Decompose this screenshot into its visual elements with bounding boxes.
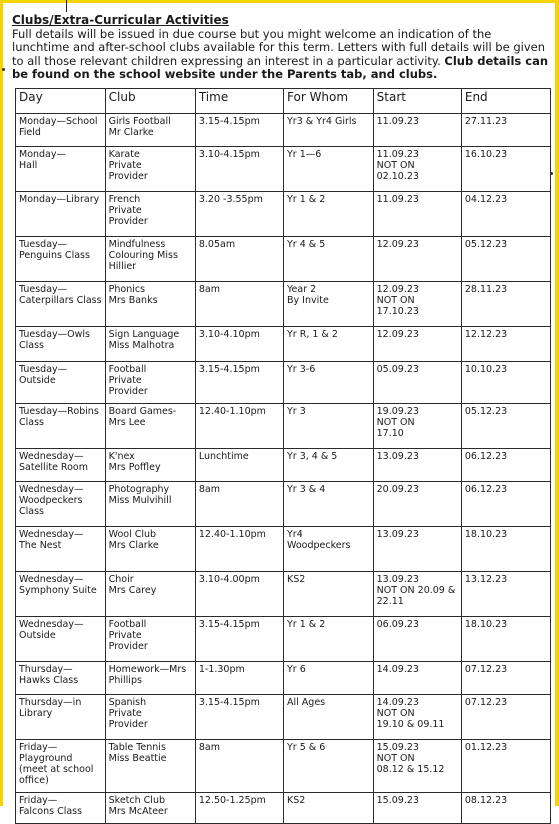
cell-text: 13.12.23: [464, 574, 508, 585]
cell-start: [373, 695, 461, 740]
cell-text: Sign Language: [108, 329, 180, 340]
cell-text: Private: [108, 205, 142, 216]
cell-end: [461, 793, 550, 824]
cell-time: [195, 572, 283, 617]
cell-who: [284, 740, 374, 793]
cell-who: [284, 572, 374, 617]
cell-text: Phillips: [108, 675, 142, 686]
cell-text: 3.15-4.15pm: [198, 364, 260, 375]
cell-time: [195, 147, 283, 192]
cell-text: 22.11: [376, 596, 404, 607]
cell-text: 3.15-4.15pm: [198, 619, 260, 630]
cell-day: [16, 695, 106, 740]
cell-text: Football: [108, 364, 147, 375]
cell-day: [16, 327, 106, 362]
cell-text: Wednesday—: [19, 574, 84, 585]
cell-text: Mrs McAteer: [108, 806, 168, 817]
cell-club: [105, 662, 195, 695]
cell-text: 16.10.23: [464, 149, 508, 160]
cell-text: NOT ON 20.09 &: [376, 585, 456, 596]
cell-text: Provider: [108, 719, 148, 730]
scan-mark: [66, 0, 67, 12]
cell-end: [461, 695, 550, 740]
cell-time: [195, 662, 283, 695]
cell-text: 19.10 & 09.11: [376, 719, 445, 730]
cell-text: Miss Mulvihill: [108, 495, 172, 506]
cell-text: 07.12.23: [464, 664, 508, 675]
cell-text: Provider: [108, 641, 148, 652]
table-row: [16, 404, 551, 449]
cell-club: [105, 114, 195, 147]
cell-text: Library: [19, 708, 53, 719]
cell-text: 11.09.23: [376, 149, 419, 160]
cell-text: Provider: [108, 386, 148, 397]
page-title: Clubs/Extra-Curricular Activities: [12, 13, 229, 27]
cell-text: NOT ON: [376, 295, 415, 306]
cell-text: Symphony Suite: [19, 585, 97, 596]
cell-club: [105, 404, 195, 449]
cell-day: [16, 572, 106, 617]
header-club: Club: [105, 89, 195, 114]
cell-text: Playground: [19, 753, 73, 764]
cell-start: [373, 192, 461, 237]
cell-text: Provider: [108, 171, 148, 182]
cell-end: [461, 482, 550, 527]
cell-text: K'nex: [108, 451, 135, 462]
cell-who: [284, 404, 374, 449]
cell-text: Lunchtime: [198, 451, 249, 462]
cell-text: 14.09.23: [376, 664, 419, 675]
cell-text: 1-1.30pm: [198, 664, 245, 675]
cell-text: 04.12.23: [464, 194, 508, 205]
cell-club: [105, 449, 195, 482]
cell-text: Yr 3: [287, 406, 306, 417]
cell-text: Tuesday—Robins: [19, 406, 99, 417]
cell-text: Outside: [19, 375, 56, 386]
cell-start: [373, 282, 461, 327]
cell-text: Girls Football: [108, 116, 171, 127]
cell-text: 3.20 -3.55pm: [198, 194, 263, 205]
cell-text: Mindfulness: [108, 239, 166, 250]
cell-text: Karate: [108, 149, 140, 160]
cell-text: By Invite: [287, 295, 329, 306]
cell-day: [16, 740, 106, 793]
cell-text: 12.40-1.10pm: [198, 529, 266, 540]
cell-text: Yr 3, 4 & 5: [287, 451, 338, 462]
cell-time: [195, 404, 283, 449]
cell-text: Caterpillars Class: [19, 295, 102, 306]
cell-text: Mrs Poffley: [108, 462, 161, 473]
cell-text: Penguins Class: [19, 250, 90, 261]
cell-club: [105, 527, 195, 572]
cell-time: [195, 192, 283, 237]
cell-text: 06.09.23: [376, 619, 419, 630]
cell-text: Sketch Club: [108, 795, 165, 806]
cell-text: Table Tennis: [108, 742, 166, 753]
cell-text: (meet at school: [19, 764, 94, 775]
header-time: Time: [195, 89, 283, 114]
cell-day: [16, 114, 106, 147]
cell-start: [373, 147, 461, 192]
cell-text: Outside: [19, 630, 56, 641]
cell-text: Year 2: [287, 284, 317, 295]
cell-who: [284, 362, 374, 404]
cell-text: NOT ON: [376, 417, 415, 428]
cell-club: [105, 740, 195, 793]
cell-end: [461, 740, 550, 793]
cell-club: [105, 695, 195, 740]
cell-text: 07.12.23: [464, 697, 508, 708]
cell-text: Mr Clarke: [108, 127, 154, 138]
cell-text: Monday—Library: [19, 194, 100, 205]
cell-who: [284, 237, 374, 282]
cell-text: Woodpeckers: [19, 495, 83, 506]
table-row: [16, 282, 551, 327]
cell-text: NOT ON: [376, 753, 415, 764]
header-end: End: [461, 89, 550, 114]
cell-text: Provider: [108, 216, 148, 227]
cell-text: 06.12.23: [464, 451, 508, 462]
cell-start: [373, 482, 461, 527]
cell-text: 02.10.23: [376, 171, 419, 182]
cell-who: [284, 114, 374, 147]
cell-text: KS2: [287, 795, 306, 806]
cell-start: [373, 404, 461, 449]
cell-text: Hillier: [108, 261, 137, 272]
cell-time: [195, 740, 283, 793]
cell-text: 13.09.23: [376, 574, 419, 585]
cell-club: [105, 192, 195, 237]
table-row: [16, 114, 551, 147]
cell-time: [195, 327, 283, 362]
cell-club: [105, 237, 195, 282]
cell-text: 12.40-1.10pm: [198, 406, 266, 417]
cell-text: Field: [19, 127, 41, 138]
cell-text: 17.10.23: [376, 306, 419, 317]
cell-end: [461, 662, 550, 695]
speck: [2, 68, 5, 71]
header-start: Start: [373, 89, 461, 114]
cell-end: [461, 404, 550, 449]
cell-day: [16, 192, 106, 237]
cell-text: Photography: [108, 484, 170, 495]
cell-text: Falcons Class: [19, 806, 83, 817]
cell-text: Wednesday—: [19, 619, 84, 630]
cell-time: [195, 617, 283, 662]
cell-text: Wednesday—: [19, 529, 84, 540]
cell-time: [195, 362, 283, 404]
cell-day: [16, 482, 106, 527]
cell-text: 8am: [198, 284, 220, 295]
cell-day: [16, 793, 106, 824]
cell-who: [284, 617, 374, 662]
cell-text: 20.09.23: [376, 484, 419, 495]
cell-text: Class: [19, 506, 44, 517]
cell-text: 12.50-1.25pm: [198, 795, 266, 806]
cell-time: [195, 527, 283, 572]
cell-end: [461, 572, 550, 617]
cell-start: [373, 527, 461, 572]
cell-start: [373, 740, 461, 793]
cell-text: KS2: [287, 574, 306, 585]
cell-who: [284, 282, 374, 327]
table-row: [16, 662, 551, 695]
cell-day: [16, 362, 106, 404]
intro-section: [12, 14, 552, 82]
cell-who: [284, 662, 374, 695]
cell-text: All Ages: [287, 697, 326, 708]
cell-text: 3.15-4.15pm: [198, 116, 260, 127]
cell-end: [461, 449, 550, 482]
cell-text: Tuesday—: [19, 364, 68, 375]
cell-who: [284, 327, 374, 362]
table-row: [16, 793, 551, 824]
cell-text: Private: [108, 708, 142, 719]
cell-club: [105, 282, 195, 327]
cell-text: 13.09.23: [376, 451, 419, 462]
yellow-border-edge: [555, 0, 559, 806]
table-body: [16, 114, 551, 824]
cell-day: [16, 404, 106, 449]
cell-text: Tuesday—Owls: [19, 329, 90, 340]
cell-text: 13.09.23: [376, 529, 419, 540]
cell-text: Wednesday—: [19, 451, 84, 462]
cell-text: 3.10-4.15pm: [198, 149, 260, 160]
cell-text: Mrs Lee: [108, 417, 146, 428]
cell-text: Yr 1 & 2: [287, 194, 326, 205]
cell-text: Choir: [108, 574, 134, 585]
cell-text: 8.05am: [198, 239, 236, 250]
cell-text: 14.09.23: [376, 697, 419, 708]
cell-text: Yr4: [287, 529, 303, 540]
cell-text: 05.09.23: [376, 364, 419, 375]
cell-text: office): [19, 775, 49, 786]
cell-text: 10.10.23: [464, 364, 508, 375]
cell-club: [105, 617, 195, 662]
cell-text: Mrs Clarke: [108, 540, 159, 551]
cell-text: Yr 1—6: [287, 149, 322, 160]
cell-text: Monday—School: [19, 116, 98, 127]
cell-club: [105, 482, 195, 527]
cell-text: Yr 3 & 4: [287, 484, 326, 495]
cell-text: Board Games-: [108, 406, 177, 417]
cell-start: [373, 237, 461, 282]
cell-time: [195, 449, 283, 482]
cell-text: 3.10-4.10pm: [198, 329, 260, 340]
cell-end: [461, 147, 550, 192]
cell-club: [105, 147, 195, 192]
cell-end: [461, 362, 550, 404]
cell-text: 11.09.23: [376, 194, 419, 205]
cell-start: [373, 793, 461, 824]
table-row: [16, 482, 551, 527]
cell-text: 12.09.23: [376, 239, 419, 250]
cell-text: French: [108, 194, 141, 205]
cell-text: Phonics: [108, 284, 146, 295]
cell-text: Miss Beattie: [108, 753, 167, 764]
cell-time: [195, 282, 283, 327]
cell-text: Class: [19, 417, 44, 428]
cell-text: Yr 6: [287, 664, 306, 675]
cell-text: Football: [108, 619, 147, 630]
cell-text: 06.12.23: [464, 484, 508, 495]
cell-start: [373, 362, 461, 404]
table-row: [16, 147, 551, 192]
cell-text: 08.12.23: [464, 795, 508, 806]
cell-text: The Nest: [19, 540, 62, 551]
cell-who: [284, 192, 374, 237]
cell-text: 17.10: [376, 428, 404, 439]
cell-start: [373, 617, 461, 662]
cell-text: Yr R, 1 & 2: [287, 329, 338, 340]
intro-text: Full details will be issued in due course but you might welcome an indication of the lunchtime and after-school clubs available for this term. Letters with full details will be given to all those relevant children expressing an interest in a particular activity.: [12, 26, 545, 68]
cell-text: Monday—: [19, 149, 67, 160]
cell-end: [461, 237, 550, 282]
intro-paragraph: [12, 28, 552, 82]
table-row: [16, 695, 551, 740]
cell-end: [461, 114, 550, 147]
cell-text: Tuesday—: [19, 284, 68, 295]
table-row: [16, 327, 551, 362]
cell-who: [284, 147, 374, 192]
cell-text: Hawks Class: [19, 675, 79, 686]
cell-who: [284, 482, 374, 527]
header-for-whom: For Whom: [284, 89, 374, 114]
cell-time: [195, 793, 283, 824]
cell-text: 18.10.23: [464, 529, 508, 540]
cell-text: Private: [108, 160, 142, 171]
cell-text: Wednesday—: [19, 484, 84, 495]
cell-text: Wool Club: [108, 529, 157, 540]
cell-text: 08.12 & 15.12: [376, 764, 445, 775]
clubs-table: [15, 88, 551, 824]
cell-text: Mrs Banks: [108, 295, 158, 306]
table-header-row: [16, 89, 551, 114]
cell-day: [16, 617, 106, 662]
cell-text: Mrs Carey: [108, 585, 157, 596]
cell-text: Private: [108, 630, 142, 641]
table-row: [16, 449, 551, 482]
cell-text: Spanish: [108, 697, 147, 708]
cell-text: Yr 4 & 5: [287, 239, 326, 250]
cell-text: 8am: [198, 484, 220, 495]
cell-who: [284, 527, 374, 572]
cell-text: 12.09.23: [376, 329, 419, 340]
cell-text: Woodpeckers: [287, 540, 351, 551]
cell-text: NOT ON: [376, 160, 415, 171]
cell-day: [16, 449, 106, 482]
cell-end: [461, 282, 550, 327]
cell-end: [461, 192, 550, 237]
cell-who: [284, 695, 374, 740]
cell-text: Tuesday—: [19, 239, 68, 250]
cell-text: 05.12.23: [464, 239, 508, 250]
cell-text: 15.09.23: [376, 742, 419, 753]
cell-text: Colouring Miss: [108, 250, 178, 261]
cell-time: [195, 114, 283, 147]
intro-bold-text: Club details can be found on the school website under the Parents tab, and clubs.: [12, 53, 549, 81]
cell-text: Hall: [19, 160, 38, 171]
cell-time: [195, 482, 283, 527]
cell-start: [373, 114, 461, 147]
cell-day: [16, 527, 106, 572]
cell-start: [373, 572, 461, 617]
table-row: [16, 617, 551, 662]
cell-text: 05.12.23: [464, 406, 508, 417]
cell-day: [16, 237, 106, 282]
cell-text: NOT ON: [376, 708, 415, 719]
cell-text: 3.10-4.00pm: [198, 574, 260, 585]
header-day: Day: [16, 89, 106, 114]
cell-club: [105, 793, 195, 824]
cell-who: [284, 449, 374, 482]
cell-end: [461, 617, 550, 662]
cell-text: Yr 3-6: [287, 364, 316, 375]
cell-text: 19.09.23: [376, 406, 419, 417]
cell-text: 01.12.23: [464, 742, 508, 753]
cell-text: 11.09.23: [376, 116, 419, 127]
cell-text: Private: [108, 375, 142, 386]
cell-end: [461, 327, 550, 362]
cell-day: [16, 282, 106, 327]
cell-start: [373, 662, 461, 695]
cell-text: Satellite Room: [19, 462, 88, 473]
table-row: [16, 192, 551, 237]
cell-text: Friday—: [19, 742, 58, 753]
cell-text: Yr 1 & 2: [287, 619, 326, 630]
table-row: [16, 572, 551, 617]
cell-club: [105, 572, 195, 617]
cell-text: Class: [19, 340, 44, 351]
cell-text: Thursday—: [19, 664, 73, 675]
cell-text: 12.12.23: [464, 329, 508, 340]
cell-text: 28.11.23: [464, 284, 508, 295]
cell-text: 12.09.23: [376, 284, 419, 295]
cell-text: Yr 5 & 6: [287, 742, 326, 753]
cell-text: Thursday—in: [19, 697, 82, 708]
cell-end: [461, 527, 550, 572]
table-row: [16, 237, 551, 282]
table-row: [16, 362, 551, 404]
cell-day: [16, 662, 106, 695]
cell-text: Friday—: [19, 795, 58, 806]
cell-who: [284, 793, 374, 824]
cell-text: Miss Malhotra: [108, 340, 175, 351]
cell-time: [195, 237, 283, 282]
cell-text: 15.09.23: [376, 795, 419, 806]
cell-start: [373, 449, 461, 482]
cell-time: [195, 695, 283, 740]
cell-club: [105, 362, 195, 404]
table-row: [16, 740, 551, 793]
cell-text: 8am: [198, 742, 220, 753]
table-row: [16, 527, 551, 572]
cell-text: 18.10.23: [464, 619, 508, 630]
cell-start: [373, 327, 461, 362]
cell-text: Homework—Mrs: [108, 664, 187, 675]
cell-text: Yr3 & Yr4 Girls: [287, 116, 357, 127]
cell-text: 27.11.23: [464, 116, 508, 127]
cell-text: 3.15-4.15pm: [198, 697, 260, 708]
cell-club: [105, 327, 195, 362]
cell-day: [16, 147, 106, 192]
